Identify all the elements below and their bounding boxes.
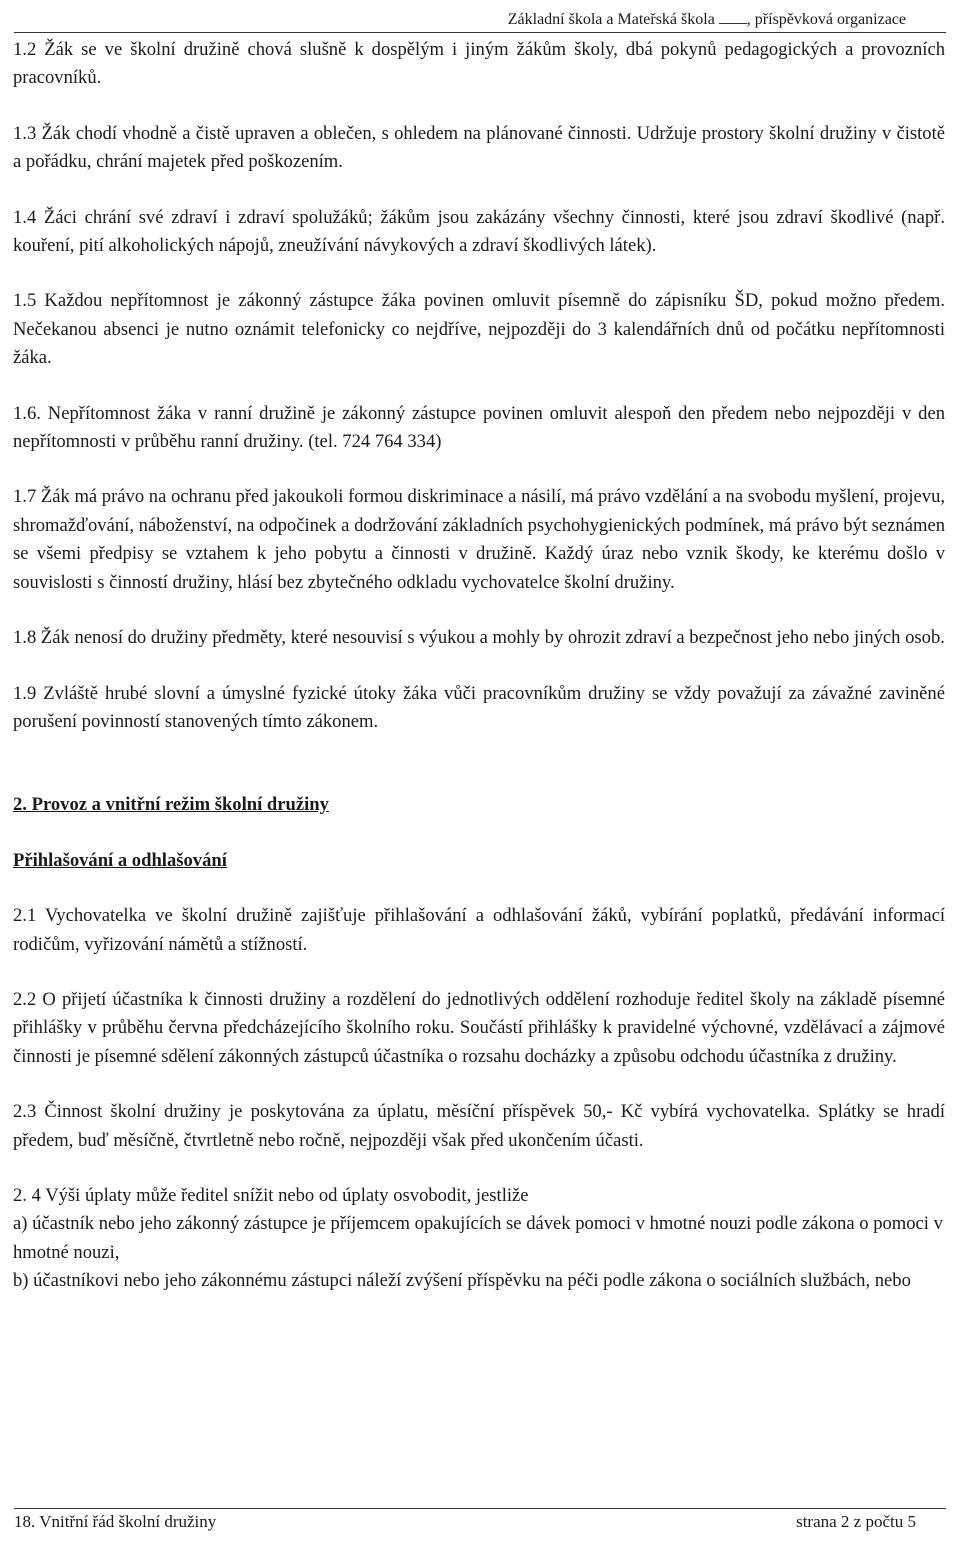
paragraph-1-4: 1.4 Žáci chrání své zdraví i zdraví spolužáků; žákům jsou zakázány všechny činnosti, které jsou zdraví škodlivé (např. kouření, pití alkoholických nápojů, zneužívání návykových a zdraví škodlivých látek). (13, 206, 945, 257)
paragraph-2-4 (13, 1182, 945, 1296)
paragraph-1-6: 1.6. Nepřítomnost žáka v ranní družině je zákonný zástupce povinen omluvit alespoň den předem nebo nejpozději v den nepřítomnosti v průběhu ranní družiny. (tel. 724 764 334) (13, 402, 945, 453)
footer-page-number: strana 2 z počtu 5 (796, 1512, 916, 1531)
school-name-prefix: Základní škola a Mateřská škola (507, 11, 715, 28)
page-footer (14, 1508, 946, 1535)
paragraph-2-4-b: b) účastníkovi nebo jeho zákonnému zástupci náleží zvýšení příspěvku na péči podle zákona o sociálních službách, nebo (13, 1270, 911, 1292)
paragraph-2-4-a: a) účastník nebo jeho zákonný zástupce je příjemcem opakujících se dávek pomoci v hmotné nouzi podle zákona o pomoci v hmotné nouzi, (13, 1213, 943, 1263)
blank-line (719, 9, 747, 24)
page-header (14, 6, 946, 33)
section-2-heading: 2. Provoz a vnitřní režim školní družiny (13, 794, 329, 816)
document-body (13, 36, 945, 1296)
spacer (13, 763, 945, 791)
paragraph-1-3: 1.3 Žák chodí vhodně a čistě upraven a oblečen, s ohledem na plánované činnosti. Udržuje prostory školní družiny v čistotě a pořádku, chrání majetek před poškozením. (13, 122, 945, 173)
paragraph-2-1: 2.1 Vychovatelka ve školní družině zajišťuje přihlašování a odhlašování žáků, vybírání poplatků, předávání informací rodičům, vyřizování námětů a stížností. (13, 905, 945, 955)
paragraph-2-3: 2.3 Činnost školní družiny je poskytována za úplatu, měsíční příspěvek 50,- Kč vybírá vychovatelka. Splátky se hradí předem, buď měsíčně, čtvrtletně nebo ročně, nejpozději však před ukončením účasti. (13, 1101, 945, 1151)
paragraph-1-9: 1.9 Zvláště hrubé slovní a úmyslné fyzické útoky žáka vůči pracovníkům družiny se vždy považují za závažné zaviněné porušení povinností stanovených tímto zákonem. (13, 682, 945, 732)
paragraph-2-4-intro: 2. 4 Výši úplaty může ředitel snížit nebo od úplaty osvobodit, jestliže (13, 1184, 529, 1206)
subsection-heading: Přihlašování a odhlašování (13, 849, 227, 871)
paragraph-1-7: 1.7 Žák má právo na ochranu před jakoukoli formou diskriminace a násilí, má právo vzdělání a na svobodu myšlení, projevu, shromažďování, náboženství, na odpočinek a dodržování základních psychohygienických podmínek, má právo být seznámen se všemi předpisy se vztahem k jeho pobytu a činnosti v družině. Každý úraz nebo vznik škody, ke kterému došlo v souvislosti s činností družiny, hlásí bez zbytečného odkladu vychovatelce školní družiny. (13, 486, 946, 593)
paragraph-1-5: 1.5 Každou nepřítomnost je zákonný zástupce žáka povinen omluvit písemně do zápisníku ŠD, pokud možno předem. Nečekanou absenci je nutno oznámit telefonicky co nejdříve, nejpozději do 3 kalendářních dnů od počátku nepřítomnosti žáka. (13, 290, 945, 369)
school-name (508, 9, 906, 29)
paragraph-1-8: 1.8 Žák nenosí do družiny předměty, které nesouvisí s výukou a mohly by ohrozit zdraví a bezpečnost jeho nebo jiných osob. (13, 627, 945, 649)
paragraph-1-2: 1.2 Žák se ve školní družině chová slušně k dospělým i jiným žákům školy, dbá pokynů pedagogických a provozních pracovníků. (13, 39, 945, 89)
school-name-suffix: , příspěvková organizace (746, 11, 906, 28)
footer-document-title: 18. Vnitřní řád školní družiny (14, 1512, 217, 1531)
paragraph-2-2: 2.2 O přijetí účastníka k činnosti družiny a rozdělení do jednotlivých oddělení rozhoduje ředitel školy na základě písemné přihlášky v průběhu června předcházejícího školního roku. Součástí přihlášky k pravidelné výchovné, vzdělávací a zájmové činnosti je písemné sdělení zákonných zástupců účastníka o rozsahu docházky a způsobu odchodu účastníka z družiny. (13, 988, 945, 1067)
